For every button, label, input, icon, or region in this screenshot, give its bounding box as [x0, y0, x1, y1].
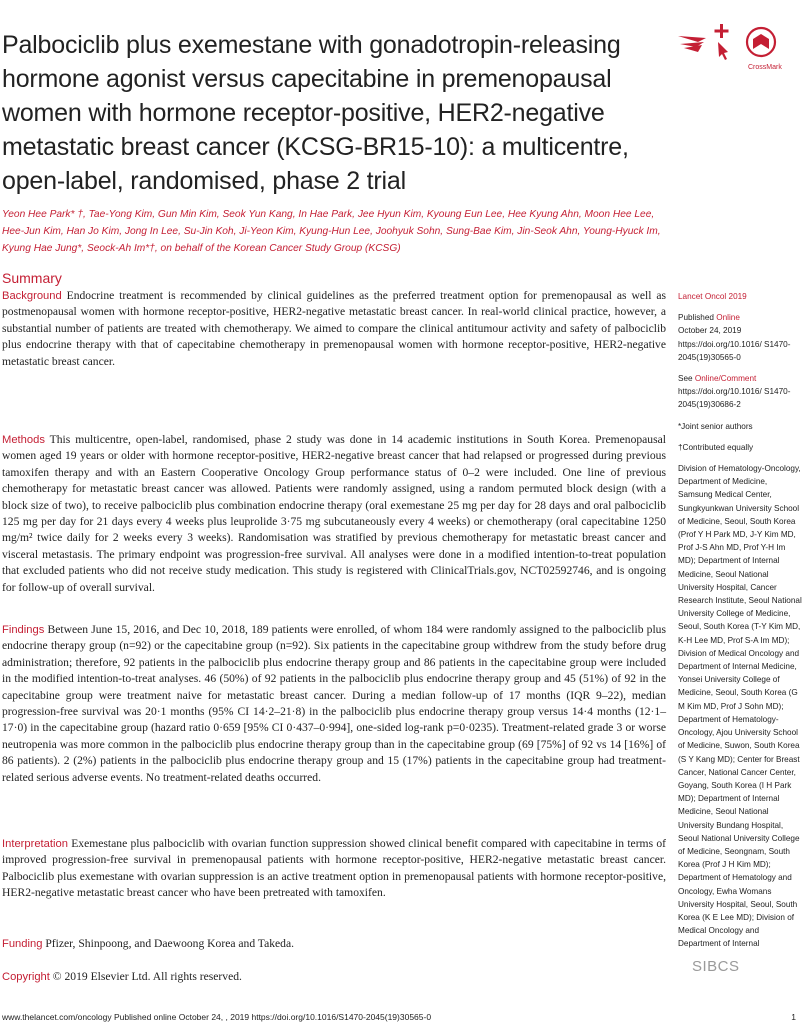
section-text: Endocrine treatment is recommended by clinical guidelines as the preferred treatment option for premenopausal as well as postmenopausal women with hormone receptor-positive, HER2-negative metastatic breast cancer. In real-world clinical practice, however, a substantial number of patients are treated with chemotherapy. We aimed to compare the clinical antitumour activity and safety of palbociclib plus endocrine therapy with that of capecitabine chemotherapy in premenopausal women with hormone receptor-positive, HER2-negative metastatic breast cancer. [2, 289, 666, 368]
section-text: Exemestane plus palbociclib with ovarian function suppression showed clinical benefit compared with capecitabine in terms of improved progression-free survival in premenopausal patients with hormone receptor-positive, HER2-negative metastatic breast cancer. Palbociclib plus exemestane with ovarian suppression is an active treatment option in premenopausal patients with hormone receptor-positive, HER2-negative metastatic breast cancer who have been pretreated with tamoxifen. [2, 837, 666, 900]
section-text: © 2019 Elsevier Ltd. All rights reserved. [52, 970, 242, 983]
publication-info [678, 311, 802, 364]
see-prefix: See [678, 374, 695, 384]
published-doi: October 24, 2019 https://doi.org/10.1016/ S1470-2045(19)30565-0 [678, 326, 791, 362]
article-title: Palbociclib plus exemestane with gonadotropin-releasing hormone agonist versus capecitabine in premenopausal women with hormone receptor-positive, HER2-negative metastatic breast cancer (KCSG-BR15-10): a multicentre, open-label, randomised, phase 2 trial [2, 31, 629, 195]
comment-doi: https://doi.org/10.1016/ S1470-2045(19)30686-2 [678, 387, 791, 410]
section-text: Pfizer, Shinpoong, and Daewoong Korea and Takeda. [45, 937, 295, 950]
section-heading: Background [2, 290, 62, 302]
section-text: This multicentre, open-label, randomised, phase 2 study was done in 14 academic institutions in South Korea. Premenopausal women aged 19 years or older with hormone receptor-positive, HER2-negative breast cancer that had relapsed or progressed during previous tamoxifen therapy and with an Eastern Cooperative Oncology Group performance status of 0–2 were included. One line of previous chemotherapy for metastatic breast cancer was allowed. Patients were randomly assigned, using a random permuted block design (with a block size of two), to receive palbociclib plus combination endocrine therapy (oral exemestane 25 mg per day for 28 days and oral palbociclib 125 mg per day for 21 days every 4 weeks plus leuprolide 3·75 mg subcutaneously every 4 weeks) or chemotherapy (oral capecitabine 1250 mg/m² twice daily for 2 weeks every 3 weeks). Randomisation was stratified by previous chemotherapy for metastatic breast cancer and visceral metastasis. The primary endpoint was progression-free survival. All analyses were done in a modified intention-to-treat population that excluded patients who did not receive study medication. This study is registered with ClinicalTrials.gov, NCT02592746, and is ongoing for follow-up of overall survival. [2, 433, 666, 594]
section-heading: Copyright [2, 971, 50, 983]
published-prefix: Published [678, 313, 717, 323]
comment-link[interactable]: Online/Comment [694, 374, 757, 384]
section-heading: Methods [2, 434, 45, 446]
sidebar [678, 290, 802, 959]
section-text: Between June 15, 2016, and Dec 10, 2018, 189 patients were enrolled, of whom 184 were randomly assigned to the palbociclib plus endocrine therapy group (n=92) or the capecitabine group (n=92). Six patients in the capecitabine group withdrew from the study before drug administration; therefore, 92 patients in the palbociclib plus endocrine therapy group and 86 patients in the capecitabine group were included in the modified intention-to-treat analyses. 46 (50%) of 92 patients in the palbociclib plus endocrine therapy group and 45 (51%) of 92 in the capecitabine group were treatment naive for metastatic breast cancer. During a median follow-up of 17 months (IQR 9–22), median progression-free survival was 20·1 months (95% CI 14·2–21·8) in the palbociclib plus endocrine therapy group versus 14·4 months (12·1–17·0) in the capecitabine group (hazard ratio 0·659 [95% CI 0·437–0·994], one-sided log-rank p=0·0235). Treatment-related grade 3 or worse neutropenia was more common in the palbociclib plus endocrine therapy group than in the capecitabine group (69 [75%] of 92 vs 14 [16%] of 86 patients). 2 (2%) patients in the palbociclib plus endocrine therapy group and 15 (17%) patients in the capecitabine group had treatment-related serious adverse events. No treatment-related deaths occurred. [2, 623, 666, 784]
page-footer [2, 1012, 802, 1022]
summary-heading: Summary [2, 270, 62, 286]
section-heading: Interpretation [2, 838, 68, 850]
section-heading: Funding [2, 938, 43, 950]
contributed-note: †Contributed equally [678, 442, 754, 452]
see-comment [678, 372, 802, 412]
footer-text: www.thelancet.com/oncology Published online October 24, , 2019 https://doi.org/10.1016/S1470-2045(19)30565-0 [2, 1012, 432, 1022]
journal-citation: Lancet Oncol 2019 [678, 292, 747, 301]
copyright-section [2, 969, 666, 985]
background-section [2, 288, 666, 370]
page-number: 1 [791, 1012, 796, 1022]
crossmark-icon [676, 22, 786, 72]
interpretation-section [2, 836, 666, 902]
joint-senior-note: *Joint senior authors [678, 421, 753, 431]
affiliations: Division of Hematology-Oncology, Department of Medicine, Samsung Medical Center, Sungkyunkwan University School of Medicine, Seoul, South Korea (Prof Y H Park MD, J-Y Kim MD, Prof J-S Ahn MD, Prof Y-H Im MD); Department of Internal Medicine, Seoul National University Hospital, Cancer Research Institute, Seoul National University College of Medicine, Seoul, South Korea (T-Y Kim MD, K-H Lee MD, Prof S-A Im MD); Division of Medical Oncology and Department of Internal Medicine, Yonsei University College of Medicine, Seoul, South Korea (G M Kim MD, Prof J Sohn MD); Department of Hematology-Oncology, Ajou University School of Medicine, Suwon, South Korea (S Y Kang MD); Center for Breast Cancer, National Cancer Center, Goyang, South Korea (I H Park MD); Department of Internal Medicine, Seoul National University Bundang Hospital, Seoul National University College of Medicine, Seongnam, South Korea (Prof J H Kim MD); Department of Hematology and Oncology, Ewha Womans University Hospital, Seoul, South Korea (K E Lee MD); Division of Medical Oncology and Department of Internal [678, 464, 802, 949]
section-heading: Findings [2, 624, 45, 636]
crossmark-logo[interactable] [676, 22, 786, 72]
methods-section [2, 432, 666, 596]
watermark: SIBCS [692, 958, 740, 975]
author-list: Yeon Hee Park* †, Tae-Yong Kim, Gun Min Kim, Seok Yun Kang, In Hae Park, Jee Hyun Kim, Kyoung Eun Lee, Hee Kyung Ahn, Moon Hee Lee, Hee-Jun Kim, Han Jo Kim, Jong In Lee, Su-Jin Koh, Ji-Yeon Kim, Kyung-Hun Lee, Joohyuk Sohn, Sung-Bae Kim, Jin-Seok Ahn, Young-Hyuck Im, Kyung Hae Jung*, Seock-Ah Im*†, on behalf of the Korean Cancer Study Group (KCSG) [2, 209, 661, 254]
online-link[interactable]: Online [716, 313, 740, 323]
funding-section [2, 936, 666, 952]
crossmark-label: CrossMark [748, 64, 782, 71]
findings-section [2, 622, 666, 786]
